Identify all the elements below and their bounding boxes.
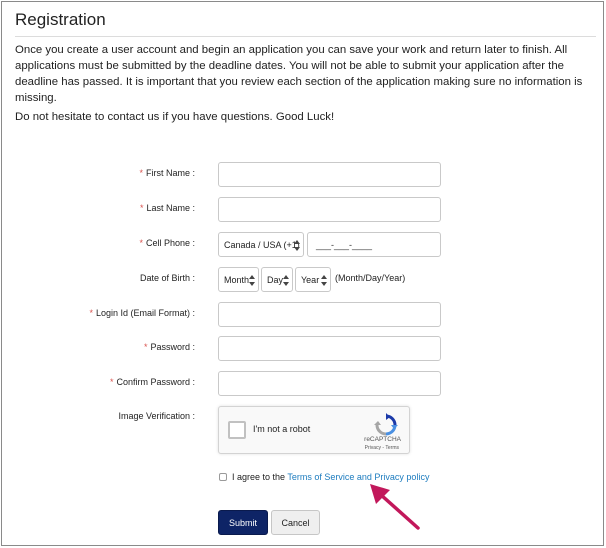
last-name-label: * Last Name : — [139, 203, 195, 213]
registration-panel — [1, 1, 604, 546]
title-divider — [15, 36, 596, 37]
required-marker: * — [109, 377, 114, 387]
country-code-select[interactable]: Canada / USA (+1) — [218, 232, 304, 257]
agree-checkbox[interactable] — [219, 473, 227, 481]
required-marker: * — [139, 203, 144, 213]
cancel-button[interactable]: Cancel — [271, 510, 320, 535]
page-title: Registration — [15, 10, 106, 29]
password-label: * Password : — [143, 342, 195, 352]
recaptcha-privacy-terms[interactable]: Privacy - Terms — [364, 445, 399, 451]
dob-month-select[interactable]: Month — [218, 267, 259, 292]
recaptcha-brand: reCAPTCHA — [364, 436, 401, 443]
recaptcha-logo-icon — [374, 413, 398, 437]
agree-label: I agree to the Terms of Service and Privacy policy — [232, 472, 430, 482]
dob-format-hint: (Month/Day/Year) — [335, 273, 406, 283]
confirm-password-input[interactable] — [218, 371, 441, 396]
contact-note: Do not hesitate to contact us if you have questions. Good Luck! — [15, 111, 335, 123]
annotation-arrow-icon — [362, 480, 432, 536]
recaptcha-widget — [218, 406, 410, 454]
recaptcha-checkbox[interactable] — [228, 421, 246, 439]
first-name-input[interactable] — [218, 162, 441, 187]
phone-number-input[interactable]: ___-___-____ — [307, 232, 441, 257]
intro-paragraph: Once you create a user account and begin an application you can save your work and return later to finish. All applications must be submitted by the deadline dates. You will not be able to submit your application after the deadline has passed. It is important that you review each section of the application making sure no information is missing. — [15, 44, 583, 104]
dob-year-select[interactable]: Year — [295, 267, 331, 292]
select-arrows-icon — [283, 275, 289, 286]
required-marker: * — [139, 238, 143, 248]
required-marker: * — [143, 342, 148, 352]
image-verification-label: Image Verification : — [118, 411, 195, 421]
recaptcha-label: I'm not a robot — [253, 424, 311, 434]
required-marker: * — [139, 168, 143, 178]
cell-phone-label: * Cell Phone : — [139, 238, 195, 248]
terms-link[interactable]: Terms of Service and Privacy policy — [287, 472, 430, 482]
dob-day-select[interactable]: Day — [261, 267, 293, 292]
password-input[interactable] — [218, 336, 441, 361]
login-id-label: * Login Id (Email Format) : — [89, 308, 195, 318]
select-arrows-icon — [249, 275, 255, 286]
login-id-input[interactable] — [218, 302, 441, 327]
date-of-birth-label: Date of Birth : — [139, 273, 195, 283]
first-name-label: * First Name : — [139, 168, 195, 178]
select-arrows-icon — [294, 240, 300, 251]
submit-button[interactable]: Submit — [218, 510, 268, 535]
select-arrows-icon — [321, 275, 327, 286]
required-marker: * — [89, 308, 93, 318]
confirm-password-label: * Confirm Password : — [109, 377, 195, 387]
last-name-input[interactable] — [218, 197, 441, 222]
